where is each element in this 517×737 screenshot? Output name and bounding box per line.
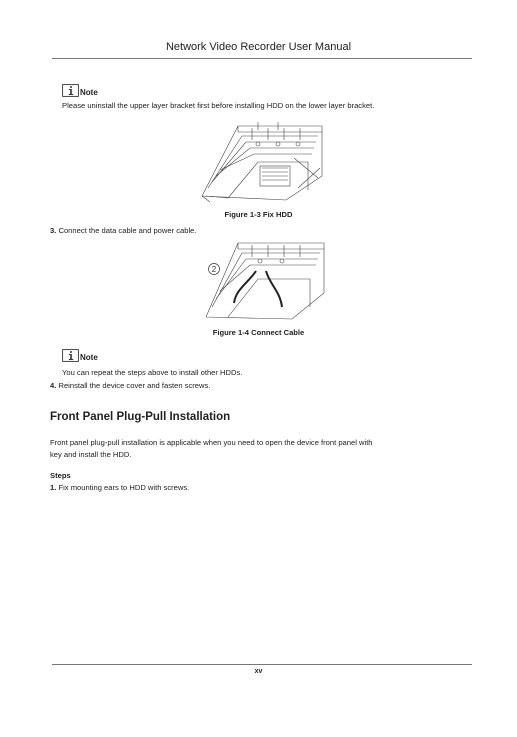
section-paragraph-line-2: key and install the HDD. [50, 450, 132, 459]
step-3-number: 3. [50, 226, 57, 235]
note-label: Note [80, 353, 98, 362]
figure-2-caption: Figure 1-4 Connect Cable [212, 328, 305, 337]
header-rule [52, 58, 472, 59]
step-3 [50, 225, 197, 237]
page-header: Network Video Recorder User Manual [165, 41, 352, 53]
callout-number: 2 [211, 265, 217, 274]
section-step-1-text: Fix mounting ears to HDD with screws. [58, 483, 190, 492]
step-4-number: 4. [50, 381, 57, 390]
section-title: Front Panel Plug-Pull Installation [50, 411, 231, 423]
page-number: xv [254, 668, 263, 675]
section-paragraph-line-1: Front panel plug-pull installation is applicable when you need to open the device front panel with [50, 438, 373, 447]
steps-label: Steps [50, 471, 71, 480]
step-3-text: Connect the data cable and power cable. [58, 226, 197, 235]
info-note-icon [62, 84, 79, 97]
figure-fix-hdd [198, 118, 326, 203]
section-paragraph [50, 437, 480, 461]
step-4 [50, 380, 210, 392]
note-label: Note [80, 88, 98, 97]
info-note-icon [62, 349, 79, 362]
figure-1-caption: Figure 1-3 Fix HDD [224, 210, 293, 219]
section-step-1-number: 1. [50, 483, 57, 492]
footer-rule [52, 664, 472, 665]
step-4-text: Reinstall the device cover and fasten screws. [58, 381, 211, 390]
note-2 [62, 347, 98, 362]
note-2-text: You can repeat the steps above to install other HDDs. [62, 368, 243, 377]
figure-connect-cable [200, 237, 328, 321]
note-1-text: Please uninstall the upper layer bracket first before installing HDD on the lower layer bracket. [62, 101, 375, 110]
note-1 [62, 82, 98, 97]
section-step-1 [50, 482, 189, 494]
